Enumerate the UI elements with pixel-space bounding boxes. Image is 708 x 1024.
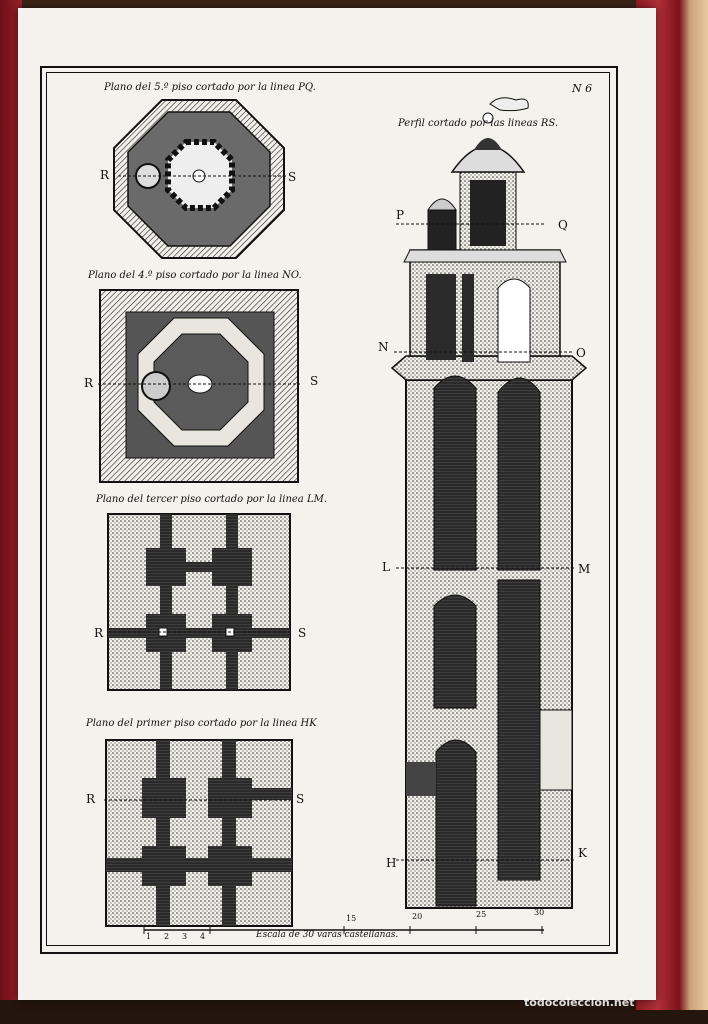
scale-tick: 30: [534, 908, 545, 917]
letter-r-first: R: [86, 792, 96, 806]
scale-tick: 15: [346, 914, 357, 923]
scale-tick: 1: [146, 932, 152, 941]
letter-h: H: [386, 856, 397, 870]
letter-r-fourth: R: [84, 376, 94, 390]
watermark: todocoleccion.net: [524, 996, 635, 1009]
scale-tick: 4: [200, 932, 206, 941]
letter-s-fourth: S: [310, 374, 319, 388]
plate-number: N 6: [572, 82, 593, 95]
plan-third-title: Plano del tercer piso cortado por la linea LM.: [96, 494, 328, 505]
plan-first-title: Plano del primer piso cortado por la linea HK: [86, 718, 317, 729]
letter-r-fifth: R: [100, 168, 110, 182]
letter-q: Q: [558, 218, 568, 232]
letter-s-fifth: S: [288, 170, 297, 184]
letter-k: K: [578, 846, 587, 860]
profile-title: Perfil cortado por las lineas RS.: [398, 118, 559, 129]
letter-s-first: S: [296, 792, 305, 806]
plan-fourth-title: Plano del 4.º piso cortado por la linea NO.: [88, 270, 302, 281]
letter-l: L: [382, 560, 390, 574]
letter-r-third: R: [94, 626, 104, 640]
scale-tick: 3: [182, 932, 188, 941]
letter-o: O: [576, 346, 586, 360]
plate-inner-frame: [46, 72, 610, 946]
letter-s-third: S: [298, 626, 307, 640]
plan-fifth-title: Plano del 5.º piso cortado por la linea PQ.: [104, 82, 316, 93]
scale-label: Escala de 30 varas castellanas.: [256, 930, 399, 940]
letter-m: M: [578, 562, 591, 576]
scale-tick: 2: [164, 932, 170, 941]
letter-p: P: [396, 208, 405, 222]
scale-tick: 25: [476, 910, 487, 919]
letter-n: N: [378, 340, 389, 354]
scale-tick: 20: [412, 912, 423, 921]
